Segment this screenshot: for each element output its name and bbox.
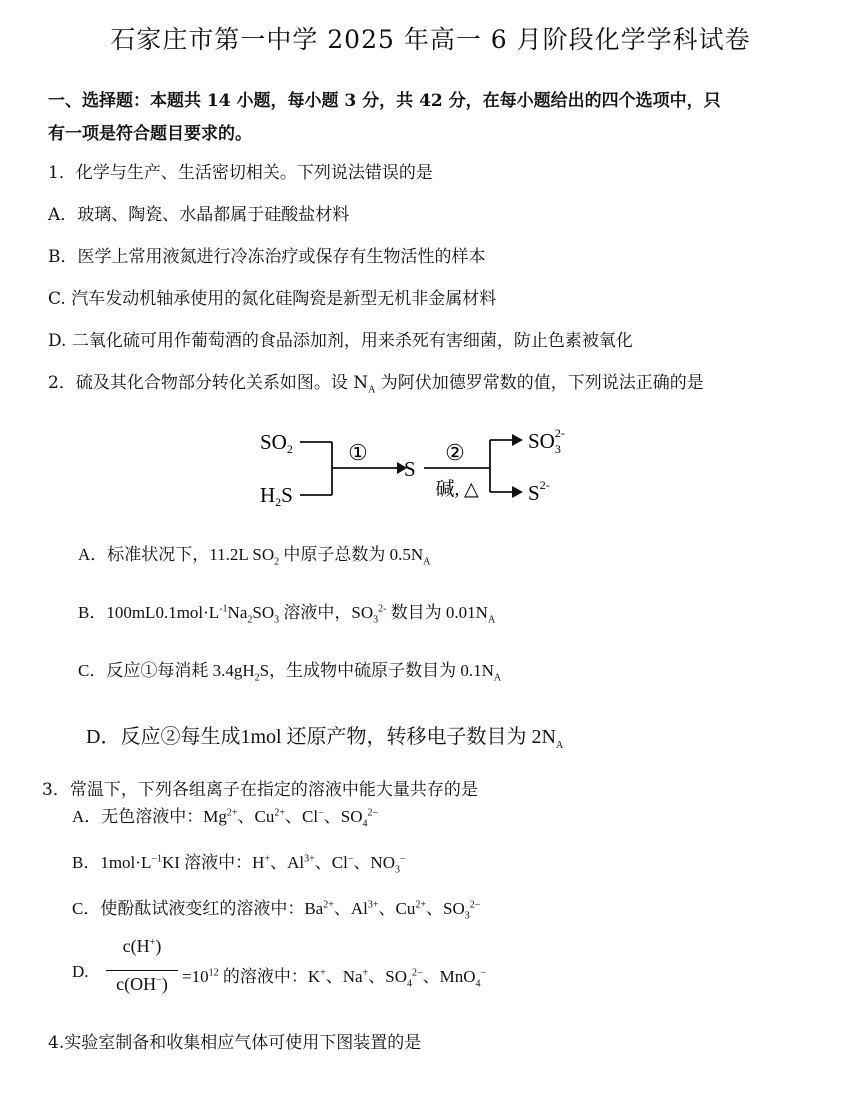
section-instructions-line1: 一、选择题：本题共 14 小题，每小题 3 分，共 42 分，在每小题给出的四个选项中，只 [48, 91, 721, 111]
q1-option-b: B．医学上常用液氮进行冷冻治疗或保存有生物活性的样本 [48, 247, 486, 267]
q3-option-d-label: D. [72, 962, 89, 981]
diagram-h2s: H2S [260, 483, 293, 509]
diagram-step-1: ① [348, 440, 368, 465]
q1-option-d: D. 二氧化硫可用作葡萄酒的食品添加剂，用来杀死有害细菌，防止色素被氧化 [48, 331, 633, 351]
q1-option-c: C. 汽车发动机轴承使用的氮化硅陶瓷是新型无机非金属材料 [48, 289, 497, 309]
q2-option-b: B．$100mL0.1mol\cdot L^{-1}Na_2SO_3$ 溶液中，$SO_3^{2-}$ 数目为 $0.01N_A$ [78, 603, 496, 626]
q4-stem: 4.实验室制备和收集相应气体可使用下图装置的是 [48, 1033, 422, 1053]
q2-stem: 2．硫及其化合物部分转化关系如图。设 $N_A$ 为阿伏加德罗常数的值，下列说法正确的是 [48, 373, 704, 396]
section-instructions-line2: 有一项是符合题目要求的。 [48, 124, 252, 144]
q1-option-a: A．玻璃、陶瓷、水晶都属于硅酸盐材料 [48, 205, 350, 225]
fraction-bar [106, 970, 178, 971]
q3-option-d-text: $=10^{12}$ 的溶液中：K+、Na+、$SO_4^{2-}$、MnO$_4$− [182, 967, 487, 990]
q2-option-d: D．反应②每生成1mol 还原产物，转移电子数目为 $2N_A$ [86, 726, 564, 751]
diagram-sulfide: $S^{2-}$ [528, 478, 550, 505]
q3-option-c: C．使酚酞试液变红的溶液中：$Ba^{2+}$、$Al^{3+}$、$Cu^{2+}$、$SO_3^{2-}$ [72, 899, 481, 922]
diagram-so2: SO2 [260, 430, 293, 456]
q1-stem: 1．化学与生产、生活密切相关。下列说法错误的是 [48, 163, 433, 183]
diagram-sulfur: S [404, 457, 416, 481]
sulfur-conversion-diagram [240, 418, 580, 518]
q3-option-b: B．$1mol\cdot L^{-1}KI$ 溶液中：H+、$Al^{3+}$、Cl−、$NO_3^-$ [72, 853, 406, 876]
page-title: 石家庄市第一中学 2025 年高一 6 月阶段化学学科试卷 [110, 25, 751, 54]
arrowhead-so3-icon [512, 434, 523, 446]
diagram-sulfite: $SO_32-$ [528, 426, 565, 456]
fraction-numerator: c(H+) [122, 936, 162, 956]
diagram-condition: 碱, △ [435, 479, 479, 500]
q2-option-a: A．标准状况下，11.2L $SO_2$ 中原子总数为 $0.5N_A$ [78, 545, 431, 568]
diagram-step-2: ② [445, 440, 465, 465]
q2-option-c: C．反应①每消耗 $3.4gH_2S$，生成物中硫原子数目为 $0.1N_A$ [78, 661, 502, 684]
arrowhead-s2-icon [512, 486, 523, 498]
q3-option-a: A．无色溶液中：$Mg^{2+}$、$Cu^{2+}$、Cl−、$SO_4^{2-}$ [72, 807, 379, 830]
q3-option-d-fraction [104, 936, 180, 1008]
fraction-denominator: c(OH−) [116, 974, 168, 994]
q3-stem: 3．常温下，下列各组离子在指定的溶液中能大量共存的是 [42, 780, 478, 800]
